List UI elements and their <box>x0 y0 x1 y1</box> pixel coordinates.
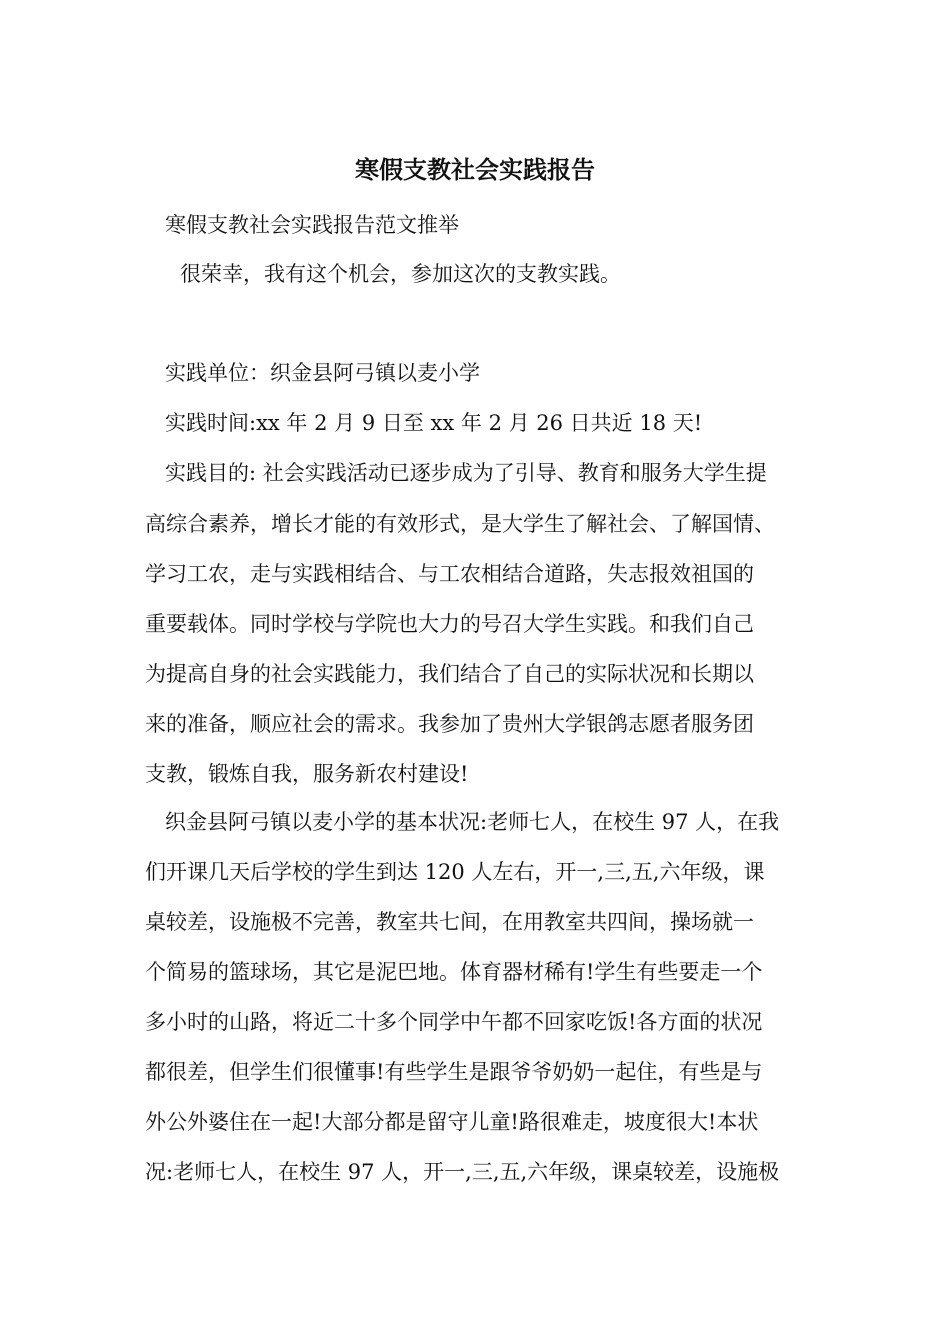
school-line: 桌较差，设施极不完善，教室共七间，在用教室共四间，操场就一 <box>145 910 754 934</box>
practice-time: 实践时间:xx 年 2 月 9 日至 xx 年 2 月 26 日共近 18 天! <box>165 411 703 435</box>
document-subtitle: 寒假支教社会实践报告范文推举 <box>165 213 459 237</box>
school-line: 个简易的篮球场，其它是泥巴地。体育器材稀有!学生有些要走一个 <box>145 960 763 984</box>
school-line: 们开课几天后学校的学生到达 120 人左右，开一,三,五,六年级，课 <box>145 860 765 884</box>
purpose-line: 实践目的: 社会实践活动已逐步成为了引导、教育和服务大学生提 <box>165 461 767 485</box>
school-line: 织金县阿弓镇以麦小学的基本状况:老师七人，在校生 97 人，在我 <box>165 810 780 834</box>
purpose-line: 支教，锻炼自我，服务新农村建设! <box>145 762 469 786</box>
purpose-line: 学习工农，走与实践相结合、与工农相结合道路，失志报效祖国的 <box>145 562 754 586</box>
purpose-line: 为提高自身的社会实践能力，我们结合了自己的实际状况和长期以 <box>145 662 754 686</box>
purpose-line: 高综合素养，增长才能的有效形式，是大学生了解社会、了解国情、 <box>145 512 775 536</box>
purpose-line: 来的准备，顺应社会的需求。我参加了贵州大学银鸽志愿者服务团 <box>145 712 754 736</box>
practice-unit: 实践单位：织金县阿弓镇以麦小学 <box>165 361 480 385</box>
school-line: 况:老师七人，在校生 97 人，开一,三,五,六年级，课桌较差，设施极 <box>145 1160 780 1184</box>
document-title: 寒假支教社会实践报告 <box>355 155 595 184</box>
purpose-line: 重要载体。同时学校与学院也大力的号召大学生实践。和我们自己 <box>145 612 754 636</box>
intro-paragraph: 很荣幸，我有这个机会，参加这次的支教实践。 <box>180 262 621 286</box>
school-line: 多小时的山路，将近二十多个同学中午都不回家吃饭!各方面的状况 <box>145 1010 763 1034</box>
school-line: 都很差，但学生们很懂事!有些学生是跟爷爷奶奶一起住，有些是与 <box>145 1060 763 1084</box>
school-line: 外公外婆住在一起!大部分都是留守儿童!路很难走，坡度很大!本状 <box>145 1110 759 1134</box>
